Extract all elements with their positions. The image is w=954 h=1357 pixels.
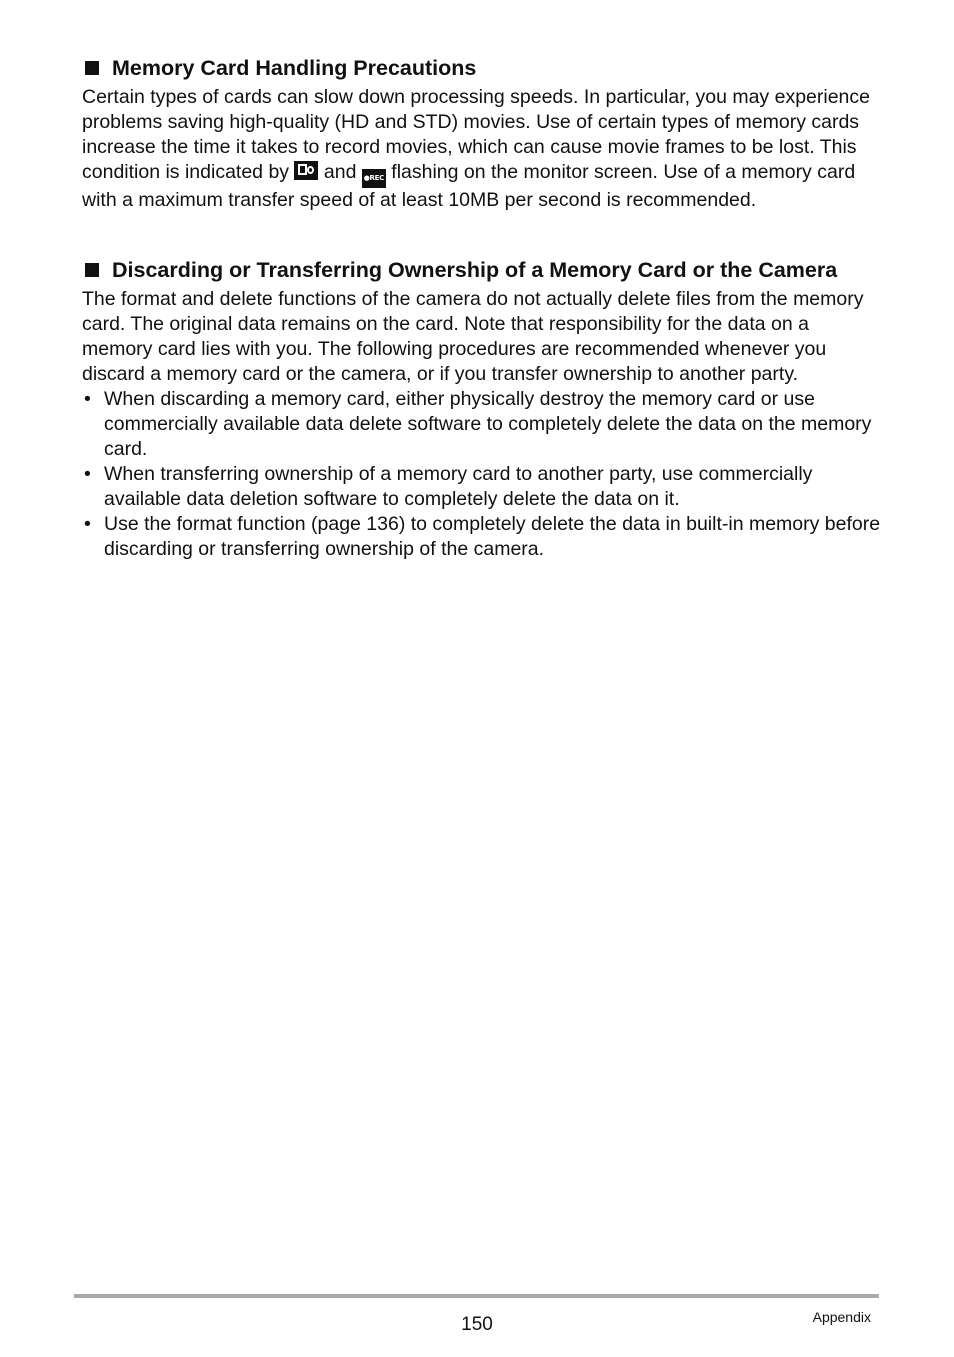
list-item-text: Use the format function (page 136) to completely delete the data in built-in memory before discarding or transferring ownership of the camera. xyxy=(104,513,881,560)
list-item-text: When discarding a memory card, either physically destroy the memory card or use commercially available data delete software to completely delete the data on the memory card. xyxy=(104,388,872,460)
body-paragraph xyxy=(82,85,882,213)
list-item-text: When transferring ownership of a memory card to another party, use commercially available data deletion software to completely delete the data on it. xyxy=(104,463,813,510)
page-number: 150 xyxy=(461,1314,493,1335)
square-bullet-icon xyxy=(85,263,99,277)
body-paragraph: The format and delete functions of the camera do not actually delete files from the memory card. The original data remains on the card. Note that responsibility for the data on a memory card lies with you. The following procedures are recommended whenever you discard a memory card or the camera, or if you transfer ownership to another party. xyxy=(82,288,864,385)
bullet-list xyxy=(82,387,882,562)
rec-icon: ●REC xyxy=(362,169,386,188)
heading-text: Memory Card Handling Precautions xyxy=(112,56,477,80)
heading-text: Discarding or Transferring Ownership of a Memory Card or the Camera xyxy=(112,258,838,282)
paragraph-text-part2: flashing on the monitor screen. Use of a memory card with a maximum transfer speed of at least 10MB per second is recommended. xyxy=(82,161,856,211)
footer-divider xyxy=(74,1294,879,1298)
list-item xyxy=(82,387,882,462)
bullet-dot: • xyxy=(84,388,91,410)
paragraph-text-and: and xyxy=(323,161,357,183)
footer-section-name: Appendix xyxy=(812,1309,871,1325)
section-discarding-ownership xyxy=(82,256,882,562)
list-item xyxy=(82,512,882,562)
list-item xyxy=(82,462,882,512)
square-bullet-icon xyxy=(85,61,99,75)
section-heading xyxy=(82,256,882,284)
section-memory-card-precautions xyxy=(82,54,882,213)
memory-card-icon xyxy=(294,161,318,180)
paragraph-text-part1: Certain types of cards can slow down processing speeds. In particular, you may experience problems saving high-quality (HD and STD) movies. Use of certain types of memory cards increase the time it takes to record movies, which can cause movie frames to be lost. This condition is indicated by xyxy=(82,86,870,183)
bullet-dot: • xyxy=(84,463,91,485)
section-heading xyxy=(82,54,882,82)
bullet-dot: • xyxy=(84,513,91,535)
